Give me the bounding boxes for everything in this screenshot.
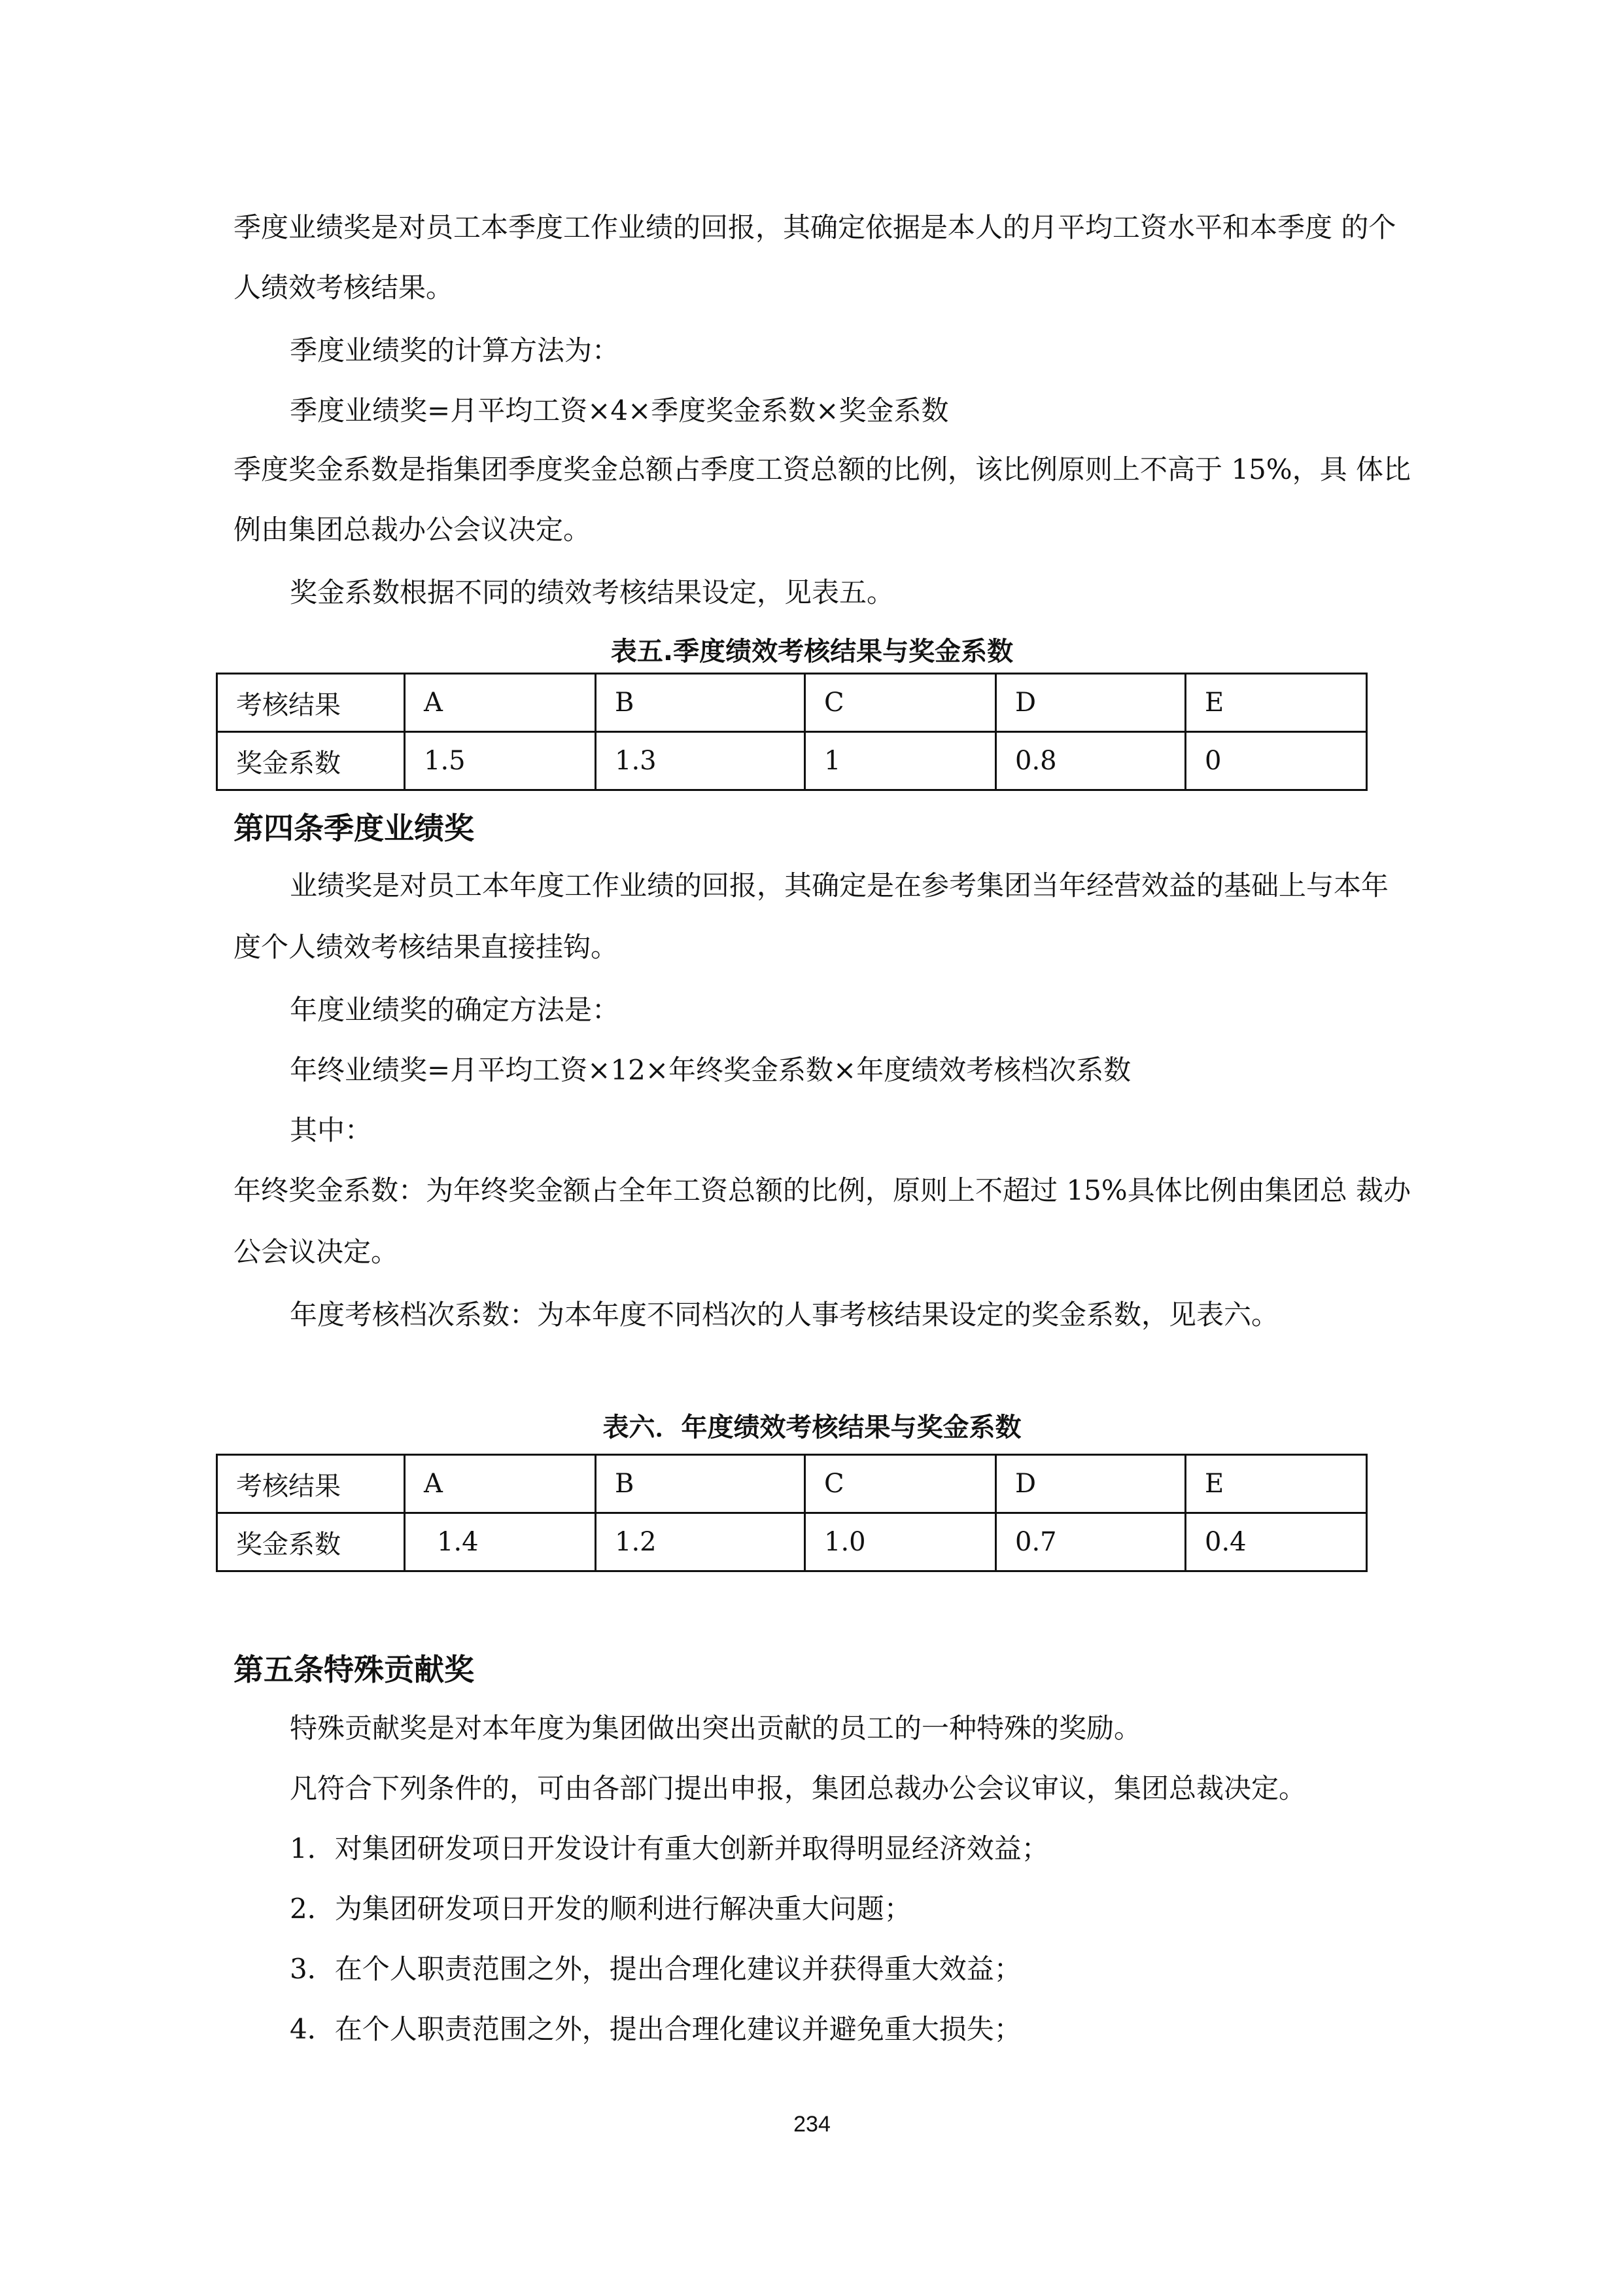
table-cell: C [805, 1455, 996, 1513]
paragraph-line: 度个人绩效考核结果直接挂钩。 [233, 931, 619, 963]
paragraph-line: 奖金系数根据不同的绩效考核结果设定，见表五。 [290, 576, 895, 608]
table-cell: 考核结果 [217, 1455, 405, 1513]
paragraph-line: 年度业绩奖的确定方法是： [290, 994, 620, 1026]
table-cell: 奖金系数 [217, 732, 405, 790]
list-item: 3．在个人职责范围之外，提出合理化建议并获得重大效益； [290, 1953, 1022, 1985]
table-cell: 0 [1186, 732, 1367, 790]
paragraph-line: 年度考核档次系数：为本年度不同档次的人事考核结果设定的奖金系数，见表六。 [290, 1299, 1279, 1331]
table-cell: E [1186, 674, 1367, 732]
table-cell: C [805, 674, 996, 732]
paragraph-line: 例由集团总裁办公会议决定。 [233, 514, 591, 546]
paragraph-line: 公会议决定。 [233, 1236, 399, 1268]
table-caption: 表五.季度绩效考核结果与奖金系数 [610, 637, 1014, 667]
formula-line: 年终业绩奖=月平均工资×12×年终奖金系数×年度绩效考核档次系数 [290, 1054, 1132, 1086]
list-item: 4．在个人职责范围之外，提出合理化建议并避免重大损失； [290, 2013, 1022, 2045]
paragraph-line: 特殊贡献奖是对本年度为集团做出突出贡献的员工的一种特殊的奖励。 [290, 1712, 1142, 1744]
table-cell: B [596, 1455, 805, 1513]
paragraph-line: 业绩奖是对员工本年度工作业绩的回报，其确定是在参考集团当年经营效益的基础上与本年 [290, 869, 1389, 902]
list-item: 1．对集团研发项日开发设计有重大创新并取得明显经济效益； [290, 1832, 1049, 1865]
table-cell: 1.2 [596, 1513, 805, 1571]
table-cell: 奖金系数 [217, 1513, 405, 1571]
page-number: 234 [793, 2112, 831, 2137]
table-cell: 0.4 [1186, 1513, 1367, 1571]
table-cell: 1.3 [596, 732, 805, 790]
table-cell: E [1186, 1455, 1367, 1513]
paragraph-line: 人绩效考核结果。 [233, 272, 454, 304]
table-row [217, 1455, 1367, 1513]
formula-line: 季度业绩奖=月平均工资×4×季度奖金系数×奖金系数 [290, 394, 949, 427]
paragraph-line: 季度业绩奖的计算方法为： [290, 334, 620, 366]
table-row [217, 674, 1367, 732]
paragraph-line: 年终奖金系数：为年终奖金额占全年工资总额的比例，原则上不超过 15%具体比例由集团总 裁办 [233, 1174, 1411, 1206]
table-cell: A [405, 1455, 596, 1513]
paragraph-line: 季度业绩奖是对员工本季度工作业绩的回报，其确定依据是本人的月平均工资水平和本季度 的个 [233, 211, 1396, 243]
table-cell: D [996, 1455, 1186, 1513]
table-cell: D [996, 674, 1186, 732]
table-cell: A [405, 674, 596, 732]
table-cell: 1 [805, 732, 996, 790]
bonus-table-quarterly [216, 673, 1368, 791]
table-cell: 1.4 [405, 1513, 596, 1571]
paragraph-line: 季度奖金系数是指集团季度奖金总额占季度工资总额的比例，该比例原则上不高于 15%，具 体比 [233, 453, 1411, 485]
table-cell: 1.0 [805, 1513, 996, 1571]
bonus-table-annual [216, 1454, 1368, 1572]
list-item: 2．为集团研发项日开发的顺利进行解决重大问题； [290, 1893, 912, 1925]
table-row [217, 732, 1367, 790]
table-cell: 考核结果 [217, 674, 405, 732]
paragraph-line: 其中： [290, 1114, 373, 1146]
table-row [217, 1513, 1367, 1571]
table-cell: 0.8 [996, 732, 1186, 790]
table-cell: B [596, 674, 805, 732]
paragraph-line: 凡符合下列条件的，可由各部门提出申报，集团总裁办公会议审议，集团总裁决定。 [290, 1772, 1307, 1804]
table-cell: 1.5 [405, 732, 596, 790]
table-cell: 0.7 [996, 1513, 1186, 1571]
section-heading: 第四条季度业绩奖 [233, 811, 474, 846]
section-heading: 第五条特殊贡献奖 [233, 1652, 474, 1687]
table-caption: 表六．年度绩效考核结果与奖金系数 [602, 1412, 1022, 1443]
